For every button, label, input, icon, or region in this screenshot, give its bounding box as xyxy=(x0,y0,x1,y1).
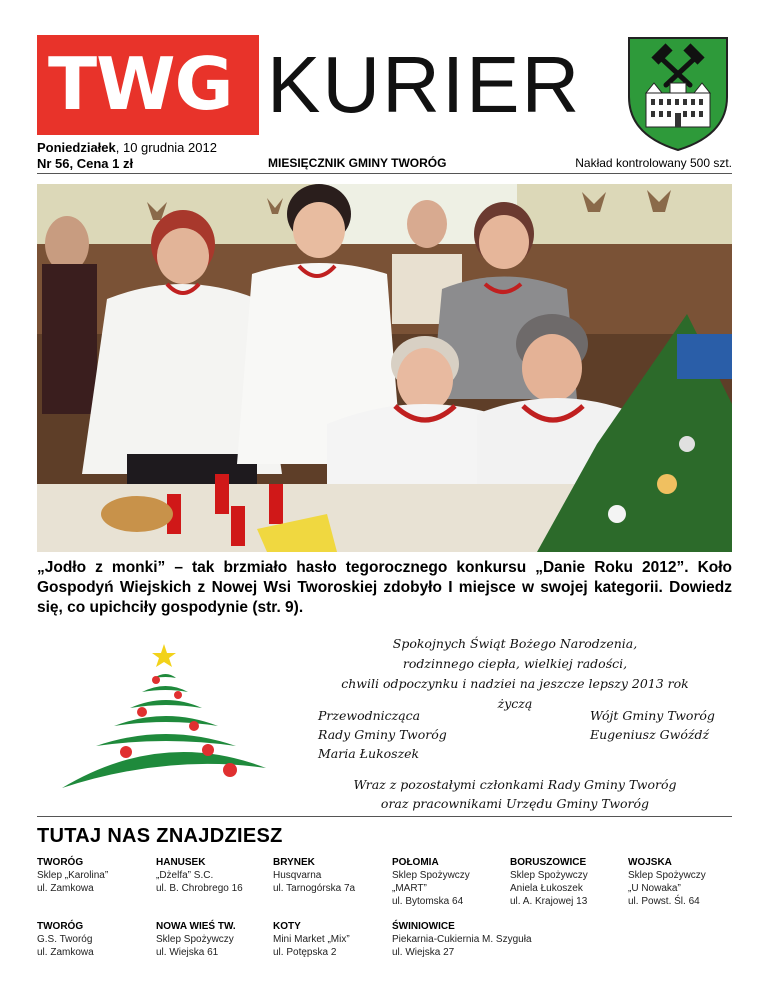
wishes-line: rodzinnego ciepła, wielkiej radości, xyxy=(402,656,628,671)
wishes-footer: Wraz z pozostałymi członkami Rady Gminy Tworóg oraz pracownikami Urzędu Gminy Tworóg xyxy=(353,777,677,811)
circulation-note: Nakład kontrolowany 500 szt. xyxy=(575,156,732,170)
logo-twg: TWG xyxy=(48,42,233,126)
issue-date: Poniedziałek, 10 grudnia 2012 xyxy=(37,140,217,155)
location-entry: HANUSEK „Dżelfa” S.C. ul. B. Chrobrego 16 xyxy=(156,857,243,894)
location-entry: BORUSZOWICE Sklep Spożywczy Aniela Łukoszek ul. A. Krajowej 13 xyxy=(510,857,588,907)
location-entry: WOJSKA Sklep Spożywczy „U Nowaka” ul. Powst. Śl. 64 xyxy=(628,857,706,907)
photo-caption: „Jodło z monki” – tak brzmiało hasło tegorocznego konkursu „Danie Roku 2012”. Koło Gospodyń Wiejskich z Nowej Wsi Tworoskiej zdobyło I miejsce w swojej kategorii. Dowiedz się, co upichciły gospodynie (str. 9). xyxy=(37,559,732,616)
location-entry: TWORÓG G.S. Tworóg ul. Zamkowa xyxy=(37,921,94,958)
cover-photo xyxy=(37,184,732,552)
location-entry: KOTY Mini Market „Mix” ul. Potępska 2 xyxy=(273,921,350,958)
location-entry: POŁOMIA Sklep Spożywczy „MART” ul. Bytomska 64 xyxy=(392,857,470,907)
logo-kurier: KURIER xyxy=(267,40,582,129)
signature-council-chair: Przewodnicząca Rady Gminy Tworóg Maria Łukoszek xyxy=(318,708,447,761)
location-entry: BRYNEK Husqvarna ul. Tarnogórska 7a xyxy=(273,857,356,894)
signature-mayor: Wójt Gminy Tworóg Eugeniusz Gwóźdź xyxy=(590,708,715,742)
christmas-tree-icon xyxy=(56,640,268,800)
monthly-title: MIESIĘCZNIK GMINY TWORÓG xyxy=(268,156,447,170)
section-title: TUTAJ NAS ZNAJDZIESZ xyxy=(37,825,283,847)
divider xyxy=(37,173,732,174)
wishes-line: Spokojnych Świąt Bożego Narodzenia, xyxy=(392,636,638,651)
location-entry: TWORÓG Sklep „Karolina” ul. Zamkowa xyxy=(37,857,109,894)
wishes-line: życzą xyxy=(497,696,533,711)
wishes-line: chwili odpoczynku i nadziei na jeszcze lepszy 2013 rok xyxy=(341,676,689,691)
location-entry: NOWA WIEŚ TW. Sklep Spożywczy ul. Wiejska 61 xyxy=(156,921,236,958)
issue-number-price: Nr 56, Cena 1 zł xyxy=(37,156,134,171)
christmas-wishes xyxy=(300,634,730,714)
divider xyxy=(37,816,732,817)
location-entry: ŚWINIOWICE Piekarnia-Cukiernia M. Szyguła ul. Wiejska 27 xyxy=(392,921,532,958)
coat-of-arms-icon xyxy=(626,35,730,153)
